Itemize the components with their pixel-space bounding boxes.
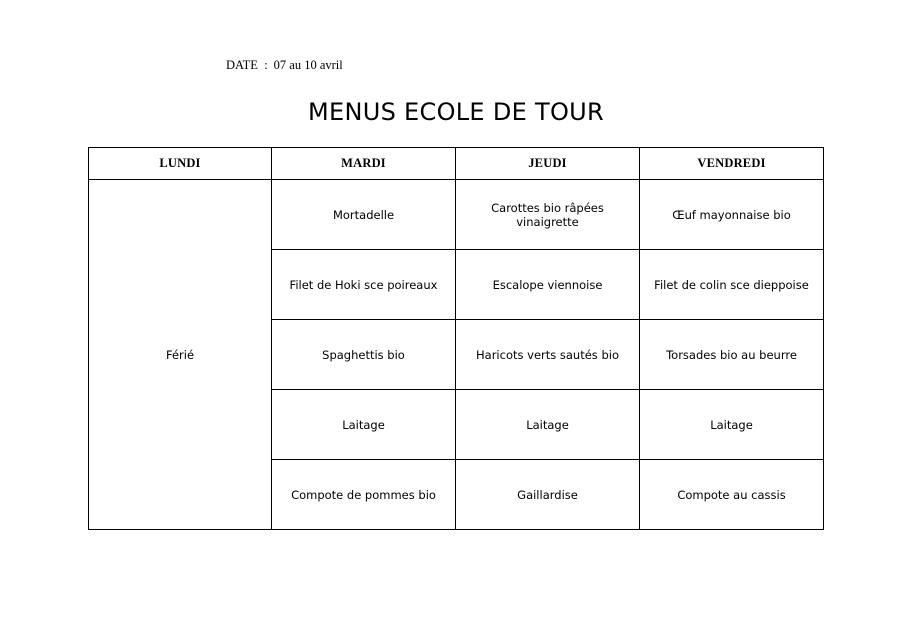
menu-cell: Laitage bbox=[456, 390, 640, 460]
menu-cell: Mortadelle bbox=[272, 180, 456, 250]
menu-cell: Haricots verts sautés bio bbox=[456, 320, 640, 390]
menu-cell: Carottes bio râpées vinaigrette bbox=[456, 180, 640, 250]
column-header-mardi: MARDI bbox=[272, 148, 456, 180]
menu-cell: Œuf mayonnaise bio bbox=[640, 180, 824, 250]
menu-cell: Compote au cassis bbox=[640, 460, 824, 530]
date-label: DATE : bbox=[226, 58, 268, 72]
column-header-jeudi: JEUDI bbox=[456, 148, 640, 180]
column-header-vendredi: VENDREDI bbox=[640, 148, 824, 180]
lundi-cell: Férié bbox=[89, 180, 272, 530]
table-row bbox=[89, 180, 824, 250]
menu-cell: Spaghettis bio bbox=[272, 320, 456, 390]
menu-table bbox=[88, 147, 824, 530]
menu-cell: Laitage bbox=[640, 390, 824, 460]
date-line bbox=[226, 58, 343, 73]
menu-cell: Filet de Hoki sce poireaux bbox=[272, 250, 456, 320]
header-row bbox=[89, 148, 824, 180]
menu-cell: Compote de pommes bio bbox=[272, 460, 456, 530]
menu-cell: Escalope viennoise bbox=[456, 250, 640, 320]
column-header-lundi: LUNDI bbox=[89, 148, 272, 180]
menu-cell: Torsades bio au beurre bbox=[640, 320, 824, 390]
menu-cell: Gaillardise bbox=[456, 460, 640, 530]
page-title: MENUS ECOLE DE TOUR bbox=[308, 98, 604, 126]
date-value: 07 au 10 avril bbox=[273, 58, 343, 72]
menu-cell: Laitage bbox=[272, 390, 456, 460]
menu-cell: Filet de colin sce dieppoise bbox=[640, 250, 824, 320]
